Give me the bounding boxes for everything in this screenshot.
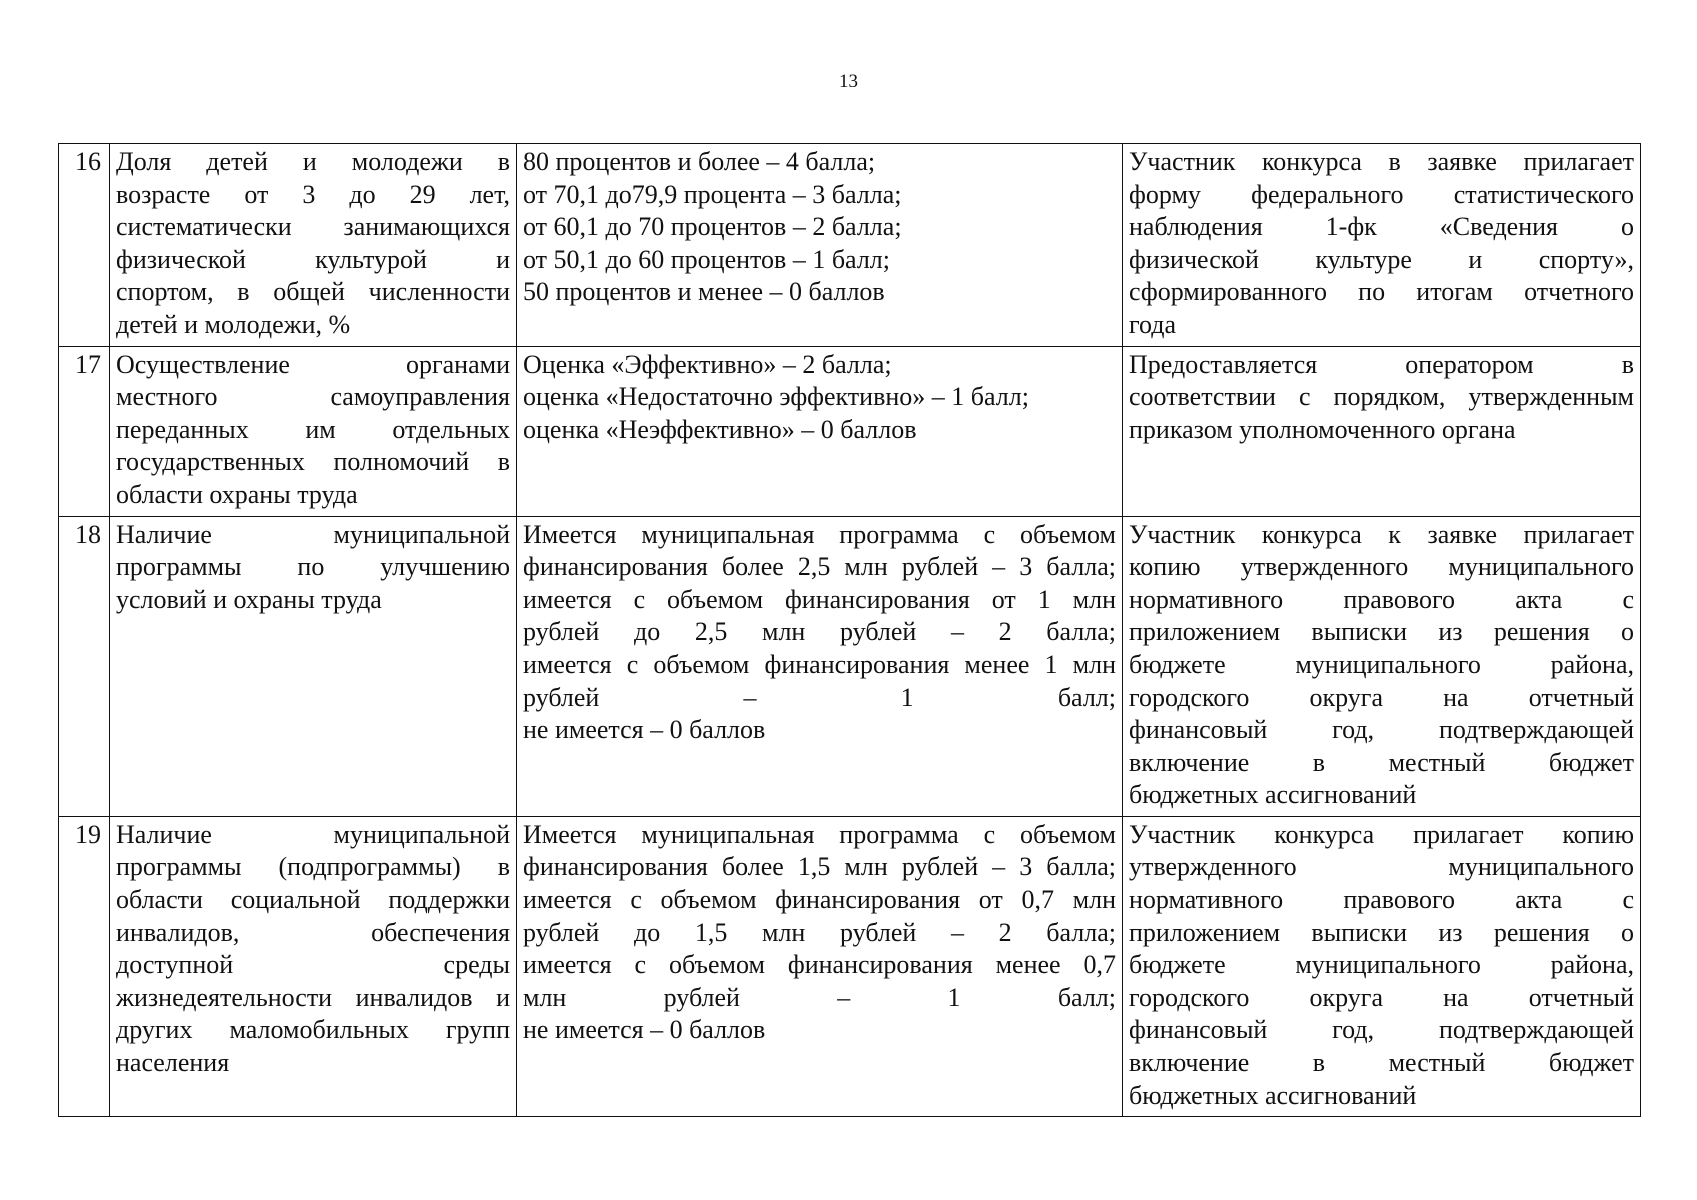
indicator-name-line: систематически занимающихся (116, 212, 510, 242)
confirmation-source-line: бюджете муниципального района, (1129, 950, 1634, 980)
scoring-method-line: от 60,1 до 70 процентов – 2 балла; (523, 212, 902, 242)
confirmation-source-line: включение в местный бюджет (1129, 1048, 1634, 1078)
confirmation-source-line: бюджете муниципального района, (1129, 649, 1634, 679)
indicator-name-line: спортом, в общей численности (116, 277, 510, 307)
table-row (59, 516, 1641, 816)
confirmation-source (1123, 516, 1641, 816)
scoring-method (517, 346, 1123, 516)
indicator-name-line: области социальной поддержки (116, 885, 510, 915)
indicator-name-line: населения (116, 1048, 230, 1078)
scoring-method-line: имеется с объемом финансирования менее 1 млн (523, 649, 1116, 679)
scoring-method-line: рублей до 2,5 млн рублей – 2 балла; (523, 617, 1116, 647)
confirmation-source-line: Участник конкурса к заявке прилагает (1129, 519, 1634, 549)
scoring-method-line: Имеется муниципальная программа с объемом (523, 819, 1116, 849)
confirmation-source-line: Предоставляется оператором в (1129, 349, 1634, 379)
criteria-table-body (59, 144, 1641, 1117)
scoring-method-line: финансирования более 1,5 млн рублей – 3 балла; (523, 852, 1116, 882)
confirmation-source-line: финансовый год, подтверждающей (1129, 715, 1634, 745)
scoring-method-line: 50 процентов и менее – 0 баллов (523, 277, 885, 307)
confirmation-source-line: года (1129, 309, 1177, 339)
row-number: 19 (59, 816, 110, 1116)
confirmation-source-line: нормативного правового акта с (1129, 885, 1634, 915)
table-row (59, 346, 1641, 516)
scoring-method-line: от 50,1 до 60 процентов – 1 балл; (523, 244, 890, 274)
confirmation-source-line: городского округа на отчетный (1129, 982, 1634, 1012)
indicator-name-line: программы (подпрограммы) в (116, 852, 510, 882)
indicator-name-line: инвалидов, обеспечения (116, 917, 510, 947)
indicator-name (110, 816, 517, 1116)
scoring-method-line: от 70,1 до79,9 процента – 3 балла; (523, 179, 902, 209)
confirmation-source (1123, 346, 1641, 516)
indicator-name-line: Наличие муниципальной (116, 819, 510, 849)
indicator-name (110, 516, 517, 816)
indicator-name-line: детей и молодежи, % (116, 309, 351, 339)
scoring-method-line: Имеется муниципальная программа с объемом (523, 519, 1116, 549)
indicator-name-line: возрасте от 3 до 29 лет, (116, 179, 510, 209)
table-row (59, 816, 1641, 1116)
confirmation-source-line: наблюдения 1-фк «Сведения о (1129, 212, 1634, 242)
scoring-method-line: Оценка «Эффективно» – 2 балла; (523, 349, 892, 379)
confirmation-source-line: физической культуре и спорту», (1129, 244, 1634, 274)
scoring-method-line: млн рублей – 1 балл; (523, 982, 1116, 1012)
confirmation-source (1123, 816, 1641, 1116)
scoring-method-line: оценка «Неэффективно» – 0 баллов (523, 414, 917, 444)
confirmation-source-line: утвержденного муниципального (1129, 852, 1634, 882)
indicator-name-line: переданных им отдельных (116, 414, 510, 444)
confirmation-source-line: финансовый год, подтверждающей (1129, 1015, 1634, 1045)
confirmation-source (1123, 144, 1641, 347)
indicator-name-line: государственных полномочий в (116, 447, 510, 477)
confirmation-source-line: бюджетных ассигнований (1129, 1080, 1417, 1110)
scoring-method-line: 80 процентов и более – 4 балла; (523, 147, 876, 176)
indicator-name-line: местного самоуправления (116, 382, 510, 412)
indicator-name-line: программы по улучшению (116, 552, 510, 582)
indicator-name-line: Наличие муниципальной (116, 519, 510, 549)
indicator-name-line: доступной среды (116, 950, 510, 980)
page-number: 13 (839, 71, 858, 92)
scoring-method-line: финансирования более 2,5 млн рублей – 3 балла; (523, 552, 1116, 582)
scoring-method-line: не имеется – 0 баллов (523, 1015, 766, 1045)
criteria-table (58, 143, 1641, 1117)
scoring-method-line: имеется с объемом финансирования от 1 млн (523, 584, 1116, 614)
scoring-method-line: оценка «Недостаточно эффективно» – 1 балл; (523, 382, 1029, 412)
confirmation-source-line: приложением выписки из решения о (1129, 917, 1634, 947)
indicator-name-line: физической культурой и (116, 244, 510, 274)
scoring-method-line: рублей – 1 балл; (523, 682, 1116, 712)
confirmation-source-line: приказом уполномоченного органа (1129, 414, 1516, 444)
scoring-method (517, 144, 1123, 347)
confirmation-source-line: сформированного по итогам отчетного (1129, 277, 1634, 307)
indicator-name-line: других маломобильных групп (116, 1015, 510, 1045)
confirmation-source-line: бюджетных ассигнований (1129, 780, 1417, 810)
table-row (59, 144, 1641, 347)
scoring-method (517, 816, 1123, 1116)
scoring-method-line: рублей до 1,5 млн рублей – 2 балла; (523, 917, 1116, 947)
indicator-name (110, 346, 517, 516)
confirmation-source-line: Участник конкурса в заявке прилагает (1129, 147, 1634, 176)
indicator-name-line: жизнедеятельности инвалидов и (116, 982, 510, 1012)
confirmation-source-line: Участник конкурса прилагает копию (1129, 819, 1634, 849)
confirmation-source-line: соответствии с порядком, утвержденным (1129, 382, 1634, 412)
scoring-method-line: не имеется – 0 баллов (523, 715, 766, 745)
row-number: 18 (59, 516, 110, 816)
scoring-method (517, 516, 1123, 816)
indicator-name (110, 144, 517, 347)
scoring-method-line: имеется с объемом финансирования менее 0,7 (523, 950, 1116, 980)
row-number: 17 (59, 346, 110, 516)
confirmation-source-line: включение в местный бюджет (1129, 747, 1634, 777)
confirmation-source-line: форму федерального статистического (1129, 179, 1634, 209)
confirmation-source-line: городского округа на отчетный (1129, 682, 1634, 712)
indicator-name-line: Доля детей и молодежи в (116, 147, 510, 176)
confirmation-source-line: нормативного правового акта с (1129, 584, 1634, 614)
scoring-method-line: имеется с объемом финансирования от 0,7 млн (523, 885, 1116, 915)
confirmation-source-line: копию утвержденного муниципального (1129, 552, 1634, 582)
indicator-name-line: Осуществление органами (116, 349, 510, 379)
row-number: 16 (59, 144, 110, 347)
indicator-name-line: условий и охраны труда (116, 584, 382, 614)
confirmation-source-line: приложением выписки из решения о (1129, 617, 1634, 647)
indicator-name-line: области охраны труда (116, 479, 358, 509)
